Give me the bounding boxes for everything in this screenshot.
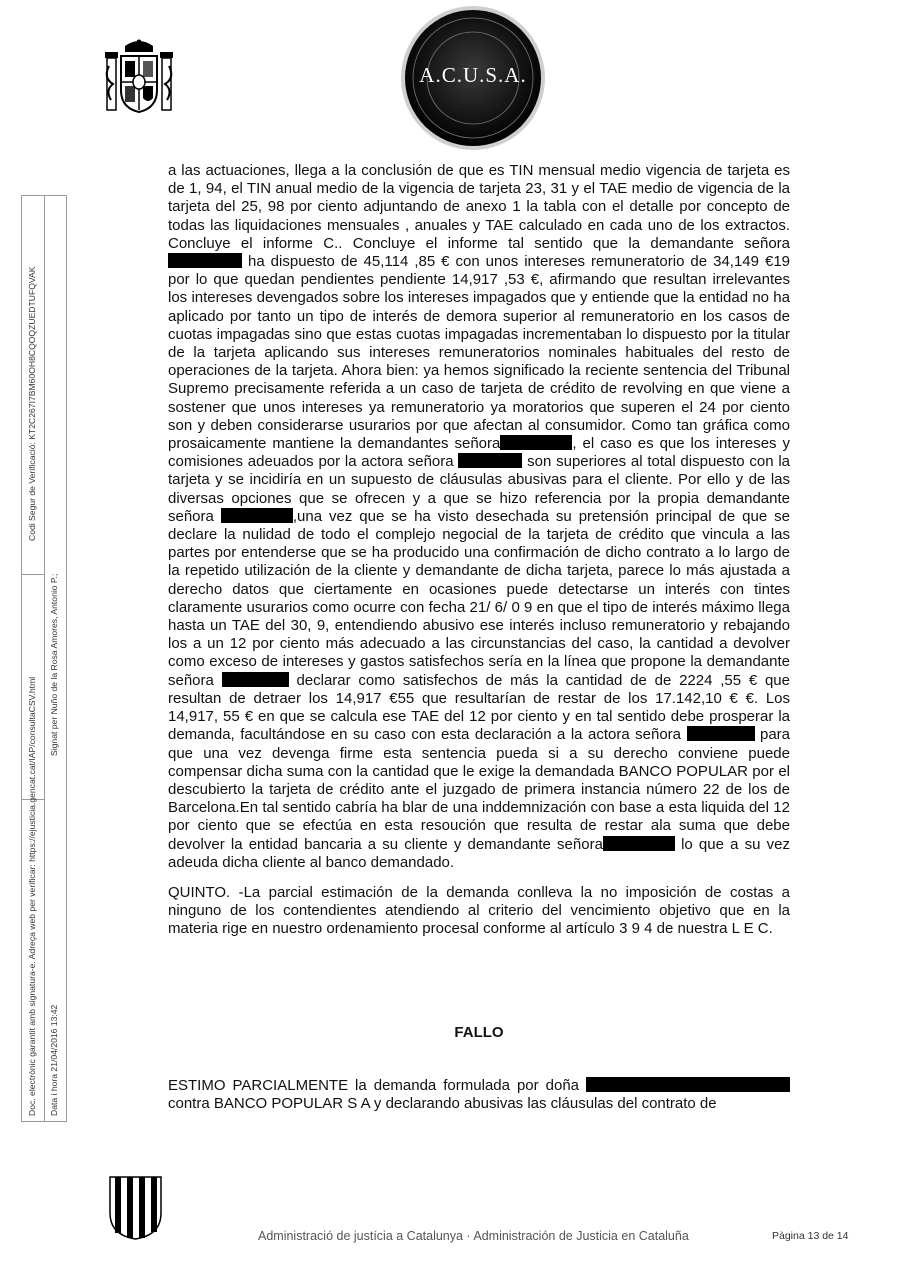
- redaction-block: [687, 726, 755, 741]
- body-paragraph-quinto: QUINTO. -La parcial estimación de la demanda conlleva la no imposición de costas a ninguno de los contendientes atendiendo al criterio del vencimiento objetivo que en la materia rige en nuestro ordenamiento procesal conforme al artículo 3 9 4 de nuestra L E C.: [168, 883, 790, 938]
- redaction-block: [586, 1077, 790, 1092]
- acusa-logo-text: A.C.U.S.A.: [419, 63, 527, 87]
- sidebar-doc-text: Doc. electrònic garantit amb signatura-e. Adreça web per verificar: https://ejusticia.gencat.cat/IAP/consultaCSV.html: [27, 676, 37, 1116]
- acusa-logo: [398, 3, 548, 153]
- redaction-block: [168, 253, 242, 268]
- sidebar-date-text: Data i hora 21/04/2016 13:42: [49, 1004, 59, 1116]
- verification-sidebar: [21, 195, 67, 1122]
- redaction-block: [603, 836, 675, 851]
- fallo-heading: FALLO: [454, 1024, 504, 1041]
- body-paragraph: a las actuaciones, llega a la conclusión de que es TIN mensual medio vigencia de tarjeta es de 1, 94, el TIN anual medio de la vigencia de tarjeta 23, 31 y el TAE medio de vigencia de la tarjeta del 25, 98 por ciento adjuntando de anexo 1 la tabla con el detalle por concepto de todas las liquidaciones mensuales , anuales y TAE calculado en cada uno de los extractos. Concluye el informe C.. Concluye el informe tal sentido que la demandante señora ha dispuesto de 45,114 ,85 € con unos intereses remuneratorio de 34,149 €19 por lo que quedan pendientes pendiente 14,917 ,53 €, afirmando que resultan irrelevantes los intereses devengados sobre los intereses impagados que y entiende que la entidad no ha aplicado por tanto un tipo de interés de demora superior al remuneratorio en los casos de cuotas impagadas sino que estas cuotas impagadas incrementaban lo dispuesto por la titular de la tarjeta aplicando sus intereses remuneratorios nominales habituales del resto de operaciones de la tarjeta. Ahora bien: ya hemos significado la reciente sentencia del Tribunal Supremo precisamente referida a un caso de tarjeta de crédito de revolving en que viene a sostener que unos intereses ya remuneratorio ya moratorios que superen el 24 por ciento son y deben considerarse usurarios por que afectan al consumidor. Como tan gráfica como prosaicamente mantiene la demandantes señora , el caso es que los intereses y comisiones adeuados por la actora señora son superiores al total dispuesto con la tarjeta y se incidiría en un supuesto de cláusulas abusivas para el cliente. Por ello y de las diversas opciones que se ofrecen y a que se hizo referencia por la propia demandante señora ,una vez que se ha visto desechada su pretensión principal de que se declare la nulidad de todo el complejo negocial de la tarjeta de crédito que vincula a las partes por entenderse que se ha producido una confirmación de dicho contrato a lo largo de la repetido utilización de la cliente y demandante de dicha tarjeta, parece lo más ajustada a derecho datos que ciertamente en ocasiones puede detectarse un interés con tintes claramente usurarios como ocurre con fecha 21/ 6/ 0 9 en que el tipo de interés máximo llega hasta un TAE del 30, 9, entendiendo abusivo ese interés incluso remuneratorio y rebajando los a un 12 por ciento más adecuado a las circunstancias del caso, la cantidad a devolver como exceso de intereses y gastos satisfechos sería en la línea que propone la demandante señora declarar como satisfechos de más la cantidad de de 2224 ,55 € que resultan de detraer los 14,917 €55 que resultarían de restar de los 17.142,10 € €. Los 14,917, 55 € en que se calcula ese TAE del 12 por ciento y en tal sentido debe prosperar la demanda, facultándose en su caso con esta declaración a la actora señora para que una vez devenga firme esta sentencia pueda si a su derecho conviene puede compensar dicha suma con la cantidad que le exige la demandada BANCO POPULAR por el descubierto la tarjeta de crédito ante el juzgado de primera instancia número 22 de los de Barcelona.En tal sentido cabría ha blar de una inddemnización con base a esta liquida del 12 por ciento que se efectúa en esta resoución que resulta de restar ala suma que debe devolver la entidad bancaria a su cliente y demandante señora lo que a su vez adeuda dicha cliente al banco demandado.: [168, 162, 791, 871]
- redaction-block: [500, 435, 572, 450]
- catalonia-shield-icon: [108, 1175, 163, 1241]
- redaction-block: [458, 453, 522, 468]
- sidebar-signed-text: Signat per Nuño de la Rosa Amores, Antonio P.;: [49, 573, 59, 756]
- sidebar-code-text: Codi Segur de Verificació: KT2C267I7BM60OH8CQOQZUEDTUFQVAK: [27, 266, 37, 541]
- estimo-paragraph: ESTIMO PARCIALMENTE la demanda formulada por doña contra BANCO POPULAR S A y declarando abusivas las cláusulas del contrato de: [168, 1077, 790, 1113]
- redaction-block: [222, 672, 289, 687]
- redaction-block: [221, 508, 293, 523]
- spain-coat-of-arms-icon: [105, 38, 173, 116]
- document-body: [168, 162, 790, 939]
- footer-text: Administració de justícia a Catalunya · Administración de Justicia en Cataluña: [258, 1229, 689, 1243]
- page-number: Pàgina 13 de 14: [772, 1230, 849, 1242]
